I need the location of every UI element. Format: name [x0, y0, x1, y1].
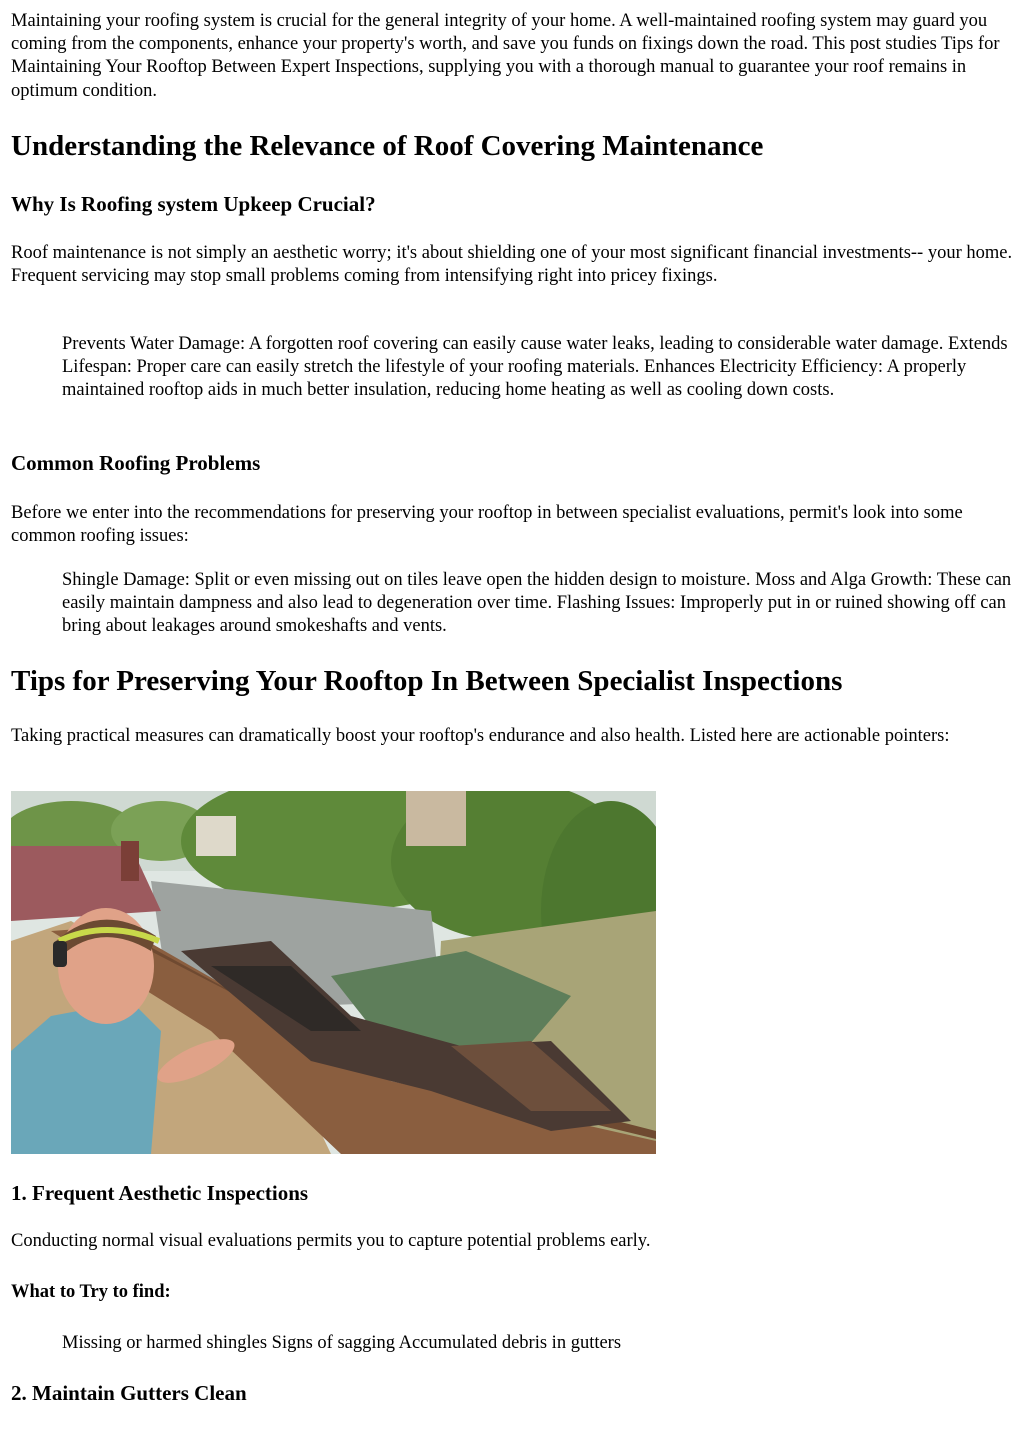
blockquote-problems: Shingle Damage: Split or even missing out on tiles leave open the hidden design to moisture. Moss and Alga Growth: These can easily maintain dampness and also lead to degeneration over time. Flashing Issues: Improperly put in or ruined showing off can bring about leakages around smokeshafts and vents. [62, 570, 1012, 637]
tip1-blockquote: Missing or harmed shingles Signs of sagging Accumulated debris in gutters [62, 1333, 622, 1353]
subheading-common-problems: Common Roofing Problems [11, 451, 261, 475]
section-heading-roof-maintenance: Understanding the Relevance of Roof Covering Maintenance [11, 130, 764, 162]
roof-damage-photo [11, 791, 656, 1154]
paragraph-common-problems: Before we enter into the recommendations for preserving your rooftop in between specialist evaluations, permit's look into some common roofing issues: [11, 503, 963, 547]
section-heading-tips: Tips for Preserving Your Rooftop In Between Specialist Inspections [11, 665, 843, 697]
paragraph-why-upkeep: Roof maintenance is not simply an aesthetic worry; it's about shielding one of your most significant financial investments-- your home. Frequent servicing may stop small problems coming from intensifying right into pricey fixings. [11, 243, 1013, 287]
blockquote-benefits: Prevents Water Damage: A forgotten roof covering can easily cause water leaks, leading to considerable water damage. Extends Lifespan: Proper care can easily stretch the lifestyle of your roofing materials. Enhances Electricity Efficiency: A properly maintained rooftop aids in much better insulation, reducing home heating as well as cooling down costs. [62, 334, 1008, 401]
paragraph-tips-intro: Taking practical measures can dramatically boost your rooftop's endurance and also health. Listed here are actionable pointers: [11, 726, 950, 746]
intro-paragraph: Maintaining your roofing system is crucial for the general integrity of your home. A well-maintained roofing system may guard you coming from the components, enhance your property's worth, and save you funds on fixings down the road. This post studies Tips for Maintaining Your Rooftop Between Expert Inspections, supplying you with a thorough manual to guarantee your roof remains in optimum condition. [11, 11, 1000, 101]
tip1-paragraph: Conducting normal visual evaluations permits you to capture potential problems early. [11, 1231, 651, 1251]
tip1-heading: 1. Frequent Aesthetic Inspections [11, 1181, 309, 1205]
tip2-heading: 2. Maintain Gutters Clean [11, 1381, 247, 1405]
tip1-label: What to Try to find: [11, 1282, 171, 1302]
subheading-why-upkeep: Why Is Roofing system Upkeep Crucial? [11, 192, 376, 216]
